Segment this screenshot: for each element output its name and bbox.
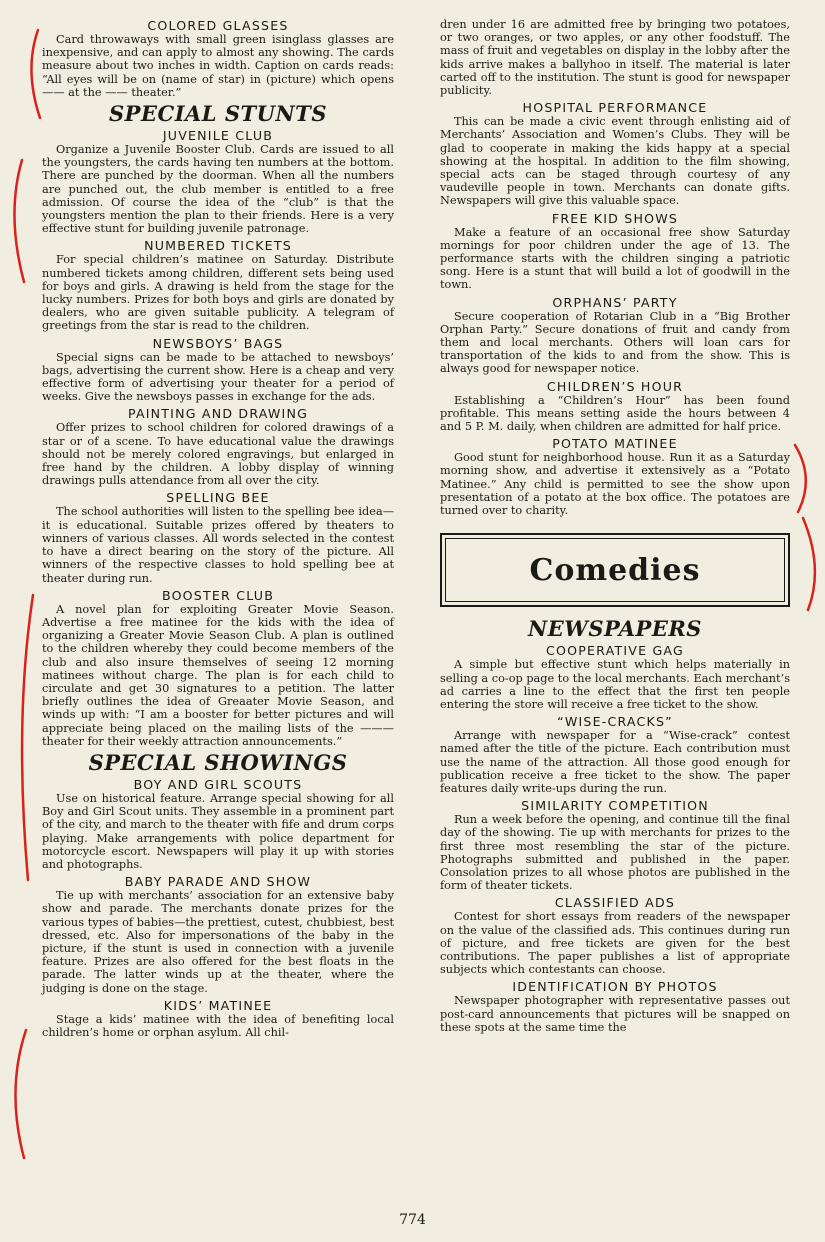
article-similarity bbox=[440, 798, 790, 892]
article-title: SIMILARITY COMPETITION bbox=[521, 798, 709, 814]
article-body-continued: dren under 16 are admitted free by bringing two potatoes, or two oranges, or two apples, or any other foodstuff. The mass of fruit and vegetables on display in the lobby after the kids arrive makes a ballyhoo in itself. The material is later carted off to the institution. The stunt is good for newspaper publicity. bbox=[440, 18, 790, 98]
article-juvenile-club bbox=[42, 128, 394, 235]
bracket-mark bbox=[803, 518, 815, 610]
article-free-kid-shows bbox=[440, 211, 790, 292]
article-body: Use on historical feature. Arrange special showing for all Boy and Girl Scout units. They assemble in a prominent part of the city, and march to the theater with fife and drum corps playing. Make arrangements with police department for motorcycle escort. Newspapers will play it up with stories and photographs. bbox=[42, 791, 394, 871]
article-title: CHILDREN’S HOUR bbox=[546, 378, 684, 394]
bracket-mark bbox=[14, 160, 24, 282]
article-body: A simple but effective stunt which helps materially in selling a co-op page to the local merchants. Each merchant’s ad carries a line to the effect that the first ten people entering the store will receive a free ticket to the show. bbox=[440, 658, 790, 711]
article-body: Good stunt for neighborhood house. Run it as a Saturday morning show, and advertise it extensively as a “Potato Matinee.” Any child is permitted to see the show upon presentation of a potato at the box office. The potatoes are turned over to charity. bbox=[440, 451, 790, 518]
article-kids-matinee bbox=[42, 998, 394, 1039]
article-body: Contest for short essays from readers of the newspaper on the value of the classified ads. This continues during run of picture, and free tickets are given for the best contributions. The paper publishes a list of appropriate subjects which contestants can choose. bbox=[440, 910, 790, 977]
article-title: “WISE-CRACKS” bbox=[557, 714, 673, 730]
comedies-banner bbox=[440, 533, 790, 607]
article-title: CLASSIFIED ADS bbox=[554, 895, 676, 911]
article-title: IDENTIFICATION BY PHOTOS bbox=[512, 979, 718, 995]
section-heading-special-showings: SPECIAL SHOWINGS bbox=[88, 749, 348, 775]
article-identification bbox=[440, 979, 790, 1034]
article-body: Establishing a “Children’s Hour” has been found profitable. This means setting aside the hours between 4 and 5 P. M. daily, when children are admitted for half price. bbox=[440, 393, 790, 434]
article-booster-club bbox=[42, 588, 394, 748]
article-classified-ads bbox=[440, 895, 790, 976]
bracket-mark bbox=[15, 1030, 26, 1158]
section-heading-special-stunts: SPECIAL STUNTS bbox=[109, 101, 327, 127]
article-title: BOOSTER CLUB bbox=[161, 587, 275, 603]
article-title: JUVENILE CLUB bbox=[162, 128, 274, 144]
article-boy-girl-scouts bbox=[42, 777, 394, 871]
article-body: This can be made a civic event through enlisting aid of Merchants’ Association and Women’s Clubs. They will be glad to cooperate in making the kids happy at a special showing at the hospital. In addition to the film showing, special acts can be staged through courtesy of any vaudeville people in town. Merchants can donate gifts. Newspapers will give this valuable space. bbox=[440, 115, 790, 208]
article-title: NUMBERED TICKETS bbox=[144, 238, 292, 254]
bracket-mark bbox=[31, 30, 40, 118]
article-colored-glasses bbox=[42, 18, 394, 99]
article-title: COLORED GLASSES bbox=[147, 18, 289, 33]
article-title: PAINTING AND DRAWING bbox=[127, 406, 309, 422]
article-body: Organize a Juvenile Booster Club. Cards are issued to all the youngsters, the cards having ten numbers at the bottom. There are punched by the doorman. When all the numbers are punched out, the club member is entitled to a free admission. Of course the idea of the “club” is that the youngsters mention the plan to their friends. Here is a very effective stunt for building juvenile patronage. bbox=[42, 143, 394, 236]
article-orphans-party bbox=[440, 295, 790, 376]
article-title: HOSPITAL PERFORMANCE bbox=[522, 100, 708, 116]
article-title: BABY PARADE AND SHOW bbox=[124, 874, 312, 890]
article-body: Arrange with newspaper for a “Wise-crack” contest named after the title of the picture. Each contribution must use the name of the attraction. All those good enough for publication receive a free ticket to the show. The paper features daily write-ups during the run. bbox=[440, 729, 790, 795]
article-potato-matinee bbox=[440, 436, 790, 517]
article-newsboys-bags bbox=[42, 336, 394, 404]
article-body: Card throwaways with small green isinglass glasses are inexpensive, and can apply to almost any showing. The cards measure about two inches in width. Caption on cards reads: “All eyes will be on (name of star) in (picture) which opens —— at the —— theater.” bbox=[42, 33, 394, 99]
article-spelling-bee bbox=[42, 490, 394, 584]
article-title: NEWSBOYS’ BAGS bbox=[152, 335, 284, 351]
article-body: The school authorities will listen to the spelling bee idea—it is educational. Suitable prizes offered by theaters to winners of various classes. All words selected in the contest to have a direct bearing on the story of the picture. All winners of the respective classes to hold spelling bee at theater during run. bbox=[42, 505, 394, 585]
article-baby-parade bbox=[42, 874, 394, 995]
article-title: ORPHANS’ PARTY bbox=[552, 294, 678, 310]
article-body: A novel plan for exploiting Greater Movie Season. Advertise a free matinee for the kids with the idea of organizing a Greater Movie Season Club. A plan is outlined to the children whereby they could become members of the club and also insure themselves of seeing 12 morning matinees without charge. The plan is for each child to circulate and get 30 signatures to a petition. The latter briefly outlines the idea of Greaater Movie Season, and winds up with: “I am a booster for better pictures and will appreciate being placed on the mailing lists of the ——— theater for their weekly attraction announcements.” bbox=[42, 602, 394, 748]
bracket-mark bbox=[795, 445, 806, 512]
article-title: COOPERATIVE GAG bbox=[546, 643, 684, 659]
article-hospital bbox=[440, 100, 790, 207]
bracket-mark bbox=[22, 595, 33, 880]
comedies-banner-title: Comedies bbox=[445, 538, 785, 602]
right-column bbox=[440, 18, 790, 1037]
article-title: POTATO MATINEE bbox=[552, 436, 678, 452]
article-body: Newspaper photographer with representative passes out post-card announcements that pictures will be snapped on these spots at the same time the bbox=[440, 994, 790, 1034]
article-childrens-hour bbox=[440, 379, 790, 434]
article-title: FREE KID SHOWS bbox=[551, 210, 679, 226]
article-wise-cracks bbox=[440, 714, 790, 795]
article-body: Special signs can be made to be attached to newsboys’ bags, advertising the current show. Here is a cheap and very effective form of advertising your theater for a period of weeks. Give the newsboys passes in exchange for the ads. bbox=[42, 350, 394, 404]
article-title: BOY AND GIRL SCOUTS bbox=[133, 776, 303, 792]
article-title: KIDS’ MATINEE bbox=[163, 997, 273, 1013]
article-body: Tie up with merchants’ association for an extensive baby show and parade. The merchants donate prizes for the various types of babies—the prettiest, cutest, chubbiest, best dressed, etc. Also for impersonations of the baby in the picture, if the stunt is used in connection with a juvenile feature. Prizes are also offered for the best floats in the parade. The latter winds up at the theater, where the judging is done on the stage. bbox=[42, 889, 394, 995]
article-body: For special children’s matinee on Saturday. Distribute numbered tickets among children, different sets being used for boys and girls. A drawing is held from the stage for the lucky numbers. Prizes for both boys and girls are donated by dealers, who are given suitable publicity. A telegram of greetings from the star is read to the children. bbox=[42, 253, 394, 333]
article-body: Offer prizes to school children for colored drawings of a star or of a scene. To have educational value the drawings should not be merely colored engravings, but enlarged in free hand by the children. A lobby display of winning drawings pulls attendance from all over the city. bbox=[42, 421, 394, 488]
article-body: Secure cooperation of Rotarian Club in a “Big Brother Orphan Party.” Secure donations of fruit and candy from them and local merchants. Others will loan cars for transportation of the kids to and from the show. This is always good for newspaper notice. bbox=[440, 309, 790, 376]
article-body: Make a feature of an occasional free show Saturday mornings for poor children under the age of 13. The performance starts with the children singing a patriotic song. Here is a stunt that will build a lot of goodwill in the town. bbox=[440, 225, 790, 292]
section-heading-newspapers: NEWSPAPERS bbox=[528, 616, 702, 642]
left-column bbox=[42, 18, 394, 1042]
article-body: Stage a kids’ matinee with the idea of benefiting local children’s home or orphan asylum. All chil- bbox=[42, 1012, 394, 1039]
article-cooperative-gag bbox=[440, 643, 790, 711]
article-title: SPELLING BEE bbox=[166, 490, 270, 506]
article-numbered-tickets bbox=[42, 238, 394, 332]
article-body: Run a week before the opening, and continue till the final day of the showing. Tie up with merchants for prizes to the first three most resembling the star of the picture. Photographs submitted and published in the paper. Consolation prizes to all whose photos are published in the form of theater tickets. bbox=[440, 813, 790, 893]
page-number: 774 bbox=[399, 1212, 426, 1228]
article-painting-drawing bbox=[42, 406, 394, 487]
